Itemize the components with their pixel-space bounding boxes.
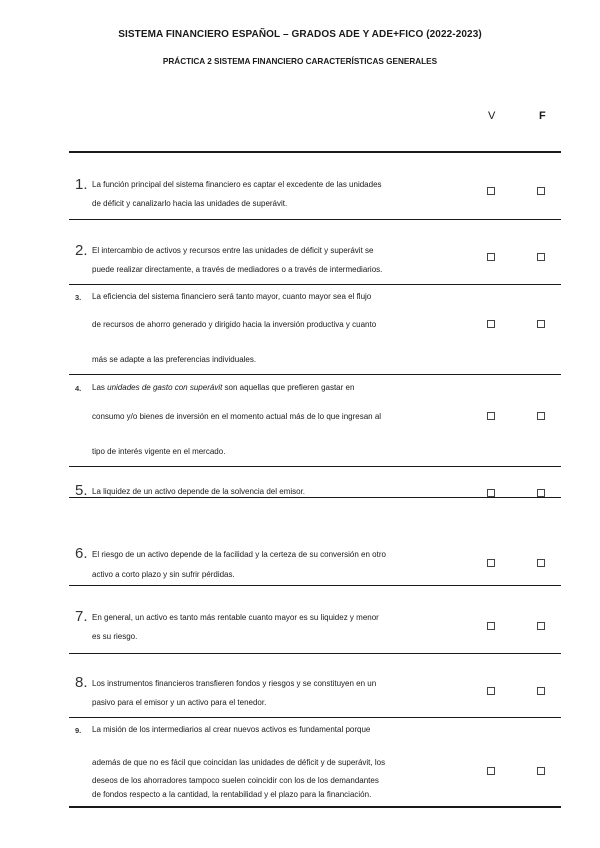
question-text: pasivo para el emisor y un activo para el tenedor. xyxy=(92,698,267,707)
question-number: 8. xyxy=(75,674,88,691)
question-text: La misión de los intermediarios al crear nuevos activos es fundamental porque xyxy=(92,725,371,734)
question-text: Los instrumentos financieros transfieren fondos y riesgos y se constituyen en un xyxy=(92,679,377,688)
false-checkbox[interactable] xyxy=(537,687,545,695)
row-divider xyxy=(69,497,561,498)
column-header-true: V xyxy=(488,110,496,122)
question-text: es su riesgo. xyxy=(92,632,138,641)
question-number: 4. xyxy=(75,384,82,393)
column-header-false: F xyxy=(539,110,546,122)
question-text: El intercambio de activos y recursos entre las unidades de déficit y superávit se xyxy=(92,246,374,255)
true-checkbox[interactable] xyxy=(487,622,495,630)
question-text: tipo de interés vigente en el mercado. xyxy=(92,447,226,456)
question-number: 9. xyxy=(75,726,82,735)
false-checkbox[interactable] xyxy=(537,622,545,630)
false-checkbox[interactable] xyxy=(537,253,545,261)
table-bottom-border xyxy=(69,806,561,808)
question-text: además de que no es fácil que coincidan las unidades de déficit y de superávit, los xyxy=(92,758,386,767)
true-checkbox[interactable] xyxy=(487,767,495,775)
row-divider xyxy=(69,466,561,467)
question-text: La función principal del sistema financiero es captar el excedente de las unidades xyxy=(92,180,382,189)
row-divider xyxy=(69,585,561,586)
true-checkbox[interactable] xyxy=(487,687,495,695)
question-text: Las unidades de gasto con superávit son aquellas que prefieren gastar en xyxy=(92,383,355,392)
question-number: 7. xyxy=(75,608,88,625)
true-checkbox[interactable] xyxy=(487,253,495,261)
question-text: El riesgo de un activo depende de la facilidad y la certeza de su conversión en otro xyxy=(92,550,386,559)
row-divider xyxy=(69,284,561,285)
table-top-border xyxy=(69,151,561,153)
question-text: En general, un activo es tanto más rentable cuanto mayor es su liquidez y menor xyxy=(92,613,379,622)
question-text: de déficit y canalizarlo hacia las unidades de superávit. xyxy=(92,199,288,208)
question-number: 3. xyxy=(75,293,82,302)
question-number: 1. xyxy=(75,176,88,193)
false-checkbox[interactable] xyxy=(537,559,545,567)
row-divider xyxy=(69,653,561,654)
true-checkbox[interactable] xyxy=(487,187,495,195)
row-divider xyxy=(69,219,561,220)
false-checkbox[interactable] xyxy=(537,767,545,775)
question-number: 6. xyxy=(75,545,88,562)
question-text: consumo y/o bienes de inversión en el momento actual más de lo que ingresan al xyxy=(92,412,382,421)
question-text: más se adapte a las preferencias individuales. xyxy=(92,355,257,364)
false-checkbox[interactable] xyxy=(537,489,545,497)
document-subtitle: PRÁCTICA 2 SISTEMA FINANCIERO CARACTERÍSTICAS GENERALES xyxy=(162,57,438,66)
true-checkbox[interactable] xyxy=(487,559,495,567)
question-text: de fondos respecto a la cantidad, la rentabilidad y el plazo para la financiación. xyxy=(92,790,372,799)
true-checkbox[interactable] xyxy=(487,320,495,328)
question-text: puede realizar directamente, a través de mediadores o a través de intermediarios. xyxy=(92,265,383,274)
false-checkbox[interactable] xyxy=(537,187,545,195)
question-text: activo a corto plazo y sin sufrir pérdidas. xyxy=(92,570,235,579)
row-divider xyxy=(69,717,561,718)
question-text: La liquidez de un activo depende de la solvencia del emisor. xyxy=(92,487,306,496)
document-title: SISTEMA FINANCIERO ESPAÑOL – GRADOS ADE Y ADE+FICO (2022-2023) xyxy=(118,29,482,40)
row-divider xyxy=(69,374,561,375)
false-checkbox[interactable] xyxy=(537,320,545,328)
question-text: de recursos de ahorro generado y dirigido hacia la inversión productiva y cuanto xyxy=(92,320,377,329)
true-checkbox[interactable] xyxy=(487,412,495,420)
question-text: deseos de los ahorradores tampoco suelen coincidir con los de los demandantes xyxy=(92,776,379,785)
question-number: 2. xyxy=(75,242,88,259)
question-text: La eficiencia del sistema financiero será tanto mayor, cuanto mayor sea el flujo xyxy=(92,292,372,301)
false-checkbox[interactable] xyxy=(537,412,545,420)
true-checkbox[interactable] xyxy=(487,489,495,497)
question-number: 5. xyxy=(75,482,88,499)
